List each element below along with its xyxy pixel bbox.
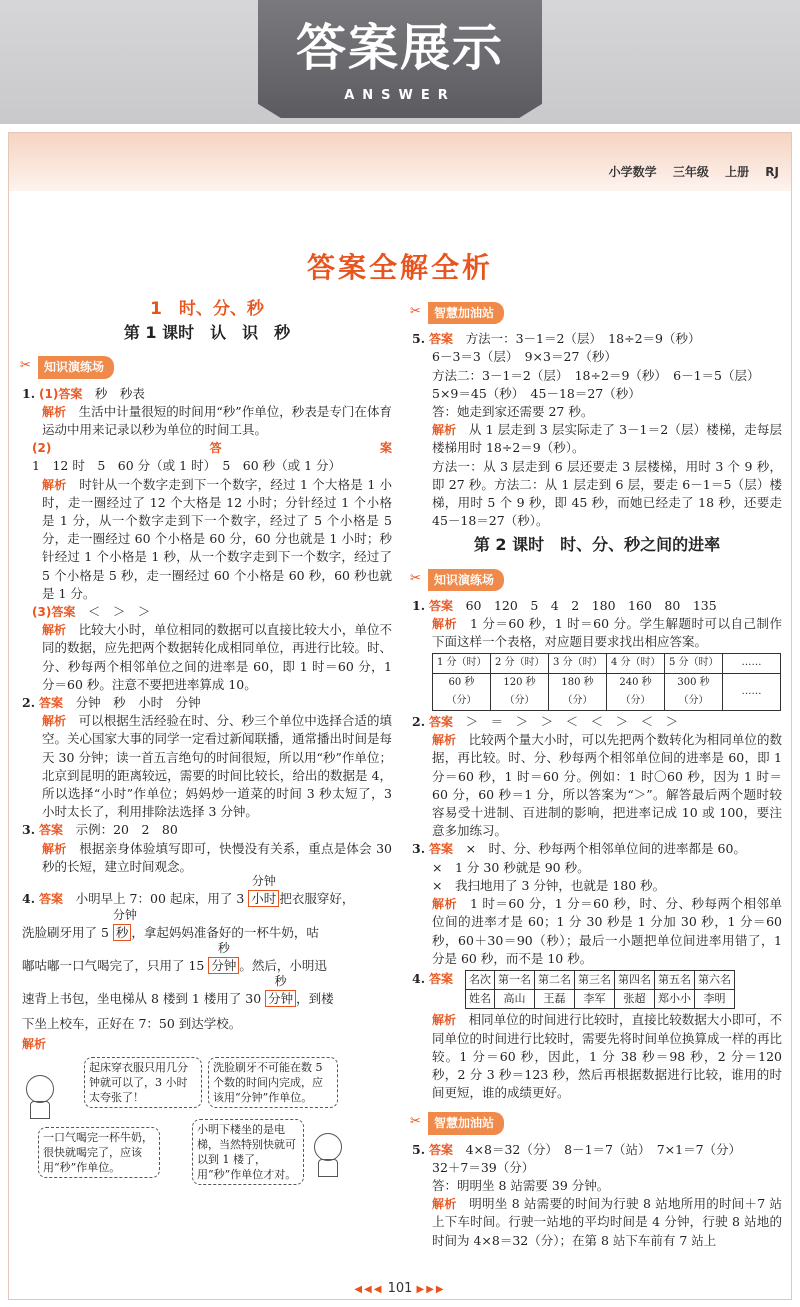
q2-analysis: 解析 可以根据生活经验在时、分、秒三个单位中选择合适的填空。关心国家大事的同学一定看过新闻联播，通常播出时间是每天 30 分钟；读一首五言绝句的时间很短，所以用“秒”作单位；北京到昆明的距离较远，需要的时间比较长，给出的数据是 4，所以选择“小时”作单位；妈妈炒一道菜的时间 3 秒太短了，3 小时太长了，利用排除法选择 3 分钟。 bbox=[42, 713, 393, 820]
l2q3-analysis: 解析 1 时＝60 分，1 分＝60 秒，时、分、秒每两个相邻单位间的进率才是 60；1 分 30 秒是 1 分加 30 秒，1 分＝60 秒，60＋30＝90（秒）；最后一小题把单位间进率用错了，1 分是 60 秒，而不是 10 秒。 bbox=[432, 896, 782, 966]
practice-tag: ✂ 知识演练场 bbox=[38, 356, 114, 378]
conversion-row-2: 60 秒（分） 120 秒（分） 180 秒（分） 240 秒（分） 300 秒（分） …… bbox=[433, 673, 781, 710]
q1-1-answer: 1. (1)答案 秒 秒表 bbox=[22, 385, 145, 401]
q1-3-answer: (3)答案 ＜ ＞ ＞ bbox=[32, 604, 151, 620]
q5-answer-line5: 答：她走到家还需要 27 秒。 bbox=[432, 404, 594, 420]
lesson-title: 第 1 课时 认 识 秒 bbox=[123, 323, 291, 343]
wisdom-tag-2: ✂ 智慧加油站 bbox=[428, 1112, 504, 1134]
l2q1-analysis: 解析 1 分＝60 秒，1 时＝60 分。学生解题时可以自己制作下面这样一个表格，对应题目要求找出相应答案。 bbox=[432, 616, 782, 650]
ranking-head: 名次 第一名 第二名 第三名 第四名 第五名 第六名 bbox=[466, 970, 735, 989]
q3-answer: 3. 答案 示例：20 2 80 bbox=[22, 822, 178, 838]
frame-top-band bbox=[9, 133, 791, 191]
q5-analysis: 解析 从 1 层走到 3 层实际走了 3－1＝2（层）楼梯，走每层楼梯用时 18÷2＝9（秒）。 bbox=[432, 422, 782, 456]
l2q3-answer: 3. 答案 × 时、分、秒每两个相邻单位间的进率都是 60。 bbox=[412, 841, 746, 857]
l2q4-analysis: 解析 相同单位的时间进行比较时，直接比较数据大小即可，不同单位的时间进行比较时，需要先将时间单位换算成一样的再比较。1 分＝60 秒，因此，1 分 38 秒＝98 秒，2 分＝120 秒，2 分 3 秒＝123 秒，然后再根据数据进行比较，谁用的时间更短，谁的成绩更好。 bbox=[432, 1012, 783, 1101]
girl-figure bbox=[22, 1075, 58, 1119]
l2q5-line2: 32＋7＝39（分） bbox=[432, 1159, 535, 1175]
q1-2-answer: (2)答案 1 12 时 5 60 分（或 1 时） 5 60 秒（或 1 分） bbox=[32, 441, 392, 474]
q1-1-analysis: 解析 生活中计量很短的时间用“秒”作单位，秒表是专门在体育运动中用来记录以秒为单位的时间工具。 bbox=[42, 403, 392, 438]
left-column bbox=[22, 298, 392, 1187]
book-meta bbox=[597, 163, 779, 180]
page-footer bbox=[0, 1281, 800, 1296]
ranking-table bbox=[465, 970, 735, 1009]
q5-answer-line2: 6－3＝3（层） 9×3＝27（秒） bbox=[432, 349, 617, 365]
wisdom-tag-1: ✂ 智慧加油站 bbox=[428, 302, 504, 324]
q5-answer: 5. 答案 方法一：3－1＝2（层） 18÷2＝9（秒） bbox=[412, 331, 701, 347]
meta-subject: 小学数学 bbox=[608, 165, 657, 179]
l2q3-line2: × 1 分 30 秒就是 90 秒。 bbox=[432, 859, 590, 875]
l2q5-analysis: 解析 明明坐 8 站需要的时间为行驶 8 站地所用的时间＋7 站上下车时间。行驶一站地的平均时间是 4 分钟，行驶 8 站地的时间为 4×8＝32（分）；在第 8 站下车前有 7 站上 bbox=[432, 1196, 782, 1248]
bubble-3: 一口气喝完一杯牛奶，很快就喝完了，应该用“秒”作单位。 bbox=[38, 1127, 160, 1178]
q1-3-analysis: 解析 比较大小时，单位相同的数据可以直接比较大小，单位不同的数据，应先把两个数据转化成相同单位，再进行比较。时、分、秒每两个相邻单位之间的进率是 60，即 1 时＝60 分，1 分＝60 秒。注意不要把进率算成 10。 bbox=[42, 622, 393, 692]
chapter-title: 1 时、分、秒 bbox=[150, 299, 264, 319]
q3-analysis: 解析 根据亲身体验填写即可，快慢没有关系，重点是体会 30 秒的长短，建立时间观念。 bbox=[42, 840, 392, 874]
bubble-2: 洗脸刷牙不可能在数 5 个数的时间内完成，应该用“分钟”作单位。 bbox=[208, 1057, 338, 1108]
conversion-table bbox=[432, 653, 781, 711]
meta-grade: 三年级 bbox=[672, 165, 709, 179]
page-number: 101 bbox=[387, 1281, 413, 1296]
q4-answer: 4. 答案 小明早上 7：00 起床，用了 3 分钟 小时 把衣服穿好， 洗脸刷牙用了 5 分钟 秒 ，拿起妈妈准备好的一杯牛奶，咕 嘟咕嘟一口气喝完了，只用了 15 秒 分钟 。然后，小明迅 速背上书包，坐电梯从 8 楼到 1 楼用了 30 秒 分钟 ，到楼 下坐上校车，正好在 7：50 到达学校。 bbox=[22, 874, 355, 1032]
l2q2-analysis: 解析 比较两个量大小时，可以先把两个数转化为相同单位的数据，再比较。时、分、秒每两个相邻单位间的进率是 60，即 1 分＝60 秒，1 时＝60 分。例如：1 时〇60 秒，因为 1 时＝60 分，60 秒＝1 分，所以答案为“＞”。解答最后两个题时较容易受十进制、百进制的影响，把进率记成 10 或 100，要注意多加练习。 bbox=[432, 732, 782, 839]
ranking-row: 姓名 高山 王磊 李军 张超 郑小小 李明 bbox=[466, 990, 735, 1009]
bubble-1: 起床穿衣服只用几分钟就可以了，3 小时太夸张了！ bbox=[84, 1057, 202, 1108]
q4-analysis-label: 解析 bbox=[22, 1037, 47, 1052]
lesson2-title: 第 2 课时 时、分、秒之间的进率 bbox=[473, 535, 721, 555]
l2q4-answer: 4. 答案 名次 第一名 第二名 第三名 第四名 第五名 第六名 姓名 高山 王磊 李军 张超 郑小小 李明 bbox=[412, 970, 782, 1011]
l2q1-answer: 1. 答案 60 120 5 4 2 180 160 80 135 bbox=[412, 597, 717, 613]
boy-figure bbox=[310, 1133, 346, 1177]
prev-arrows-icon: ◀◀◀ bbox=[354, 1284, 384, 1295]
q5-analysis-2: 方法一：从 3 层走到 6 层还要走 3 层楼梯，用时 3 个 9 秒，即 27 秒。方法二：从 1 层走到 6 层，要走 6－1＝5（层）楼梯，用时 5 个 9 秒，即 45 秒，而她已经走了 18 秒，还要走 45－18＝27（秒）。 bbox=[432, 458, 782, 529]
header-subtitle: ANSWER bbox=[344, 88, 456, 103]
practice-tag-2: ✂ 知识演练场 bbox=[428, 569, 504, 591]
meta-volume: 上册 bbox=[725, 165, 750, 179]
l2q3-line3: × 我扫地用了 3 分钟，也就是 180 秒。 bbox=[432, 877, 666, 893]
q1-2-analysis: 解析 时针从一个数字走到下一个数字，经过 1 个大格是 1 小时，走一圈经过了 12 个大格是 12 小时；分针经过 1 个小格是 1 分，从一个数字走到下一个数字，经过了 5 个小格是 5 分，走一圈经过 60 个小格是 60 分，60 分也就是 1 小时；秒针经过 1 个小格是 1 秒，从一个数字走到下一个数字，经过了 5 个小格是 5 秒，走一圈经过 60 个小格是 60 秒，60 秒也就是 1 分。 bbox=[42, 476, 392, 601]
q5-answer-line4: 5×9＝45（秒） 45－18＝27（秒） bbox=[432, 385, 641, 401]
conversion-row-1: 1 分（时） 2 分（时） 3 分（时） 4 分（时） 5 分（时） …… bbox=[433, 654, 781, 673]
right-column bbox=[412, 298, 782, 1250]
l2q5-line3: 答：明明坐 8 站需要 39 分钟。 bbox=[432, 1177, 610, 1193]
bubble-4: 小明下楼坐的是电梯，当然特别快就可以到 1 楼了，用“秒”作单位才对。 bbox=[192, 1119, 304, 1185]
l2q2-answer: 2. 答案 ＞ ＝ ＞ ＞ ＜ ＜ ＞ ＜ ＞ bbox=[412, 714, 679, 730]
q2-answer: 2. 答案 分钟 秒 小时 分钟 bbox=[22, 695, 201, 711]
page-title: 答案全解全析 bbox=[306, 251, 493, 284]
l2q5-answer: 5. 答案 4×8＝32（分） 8－1＝7（站） 7×1＝7（分） bbox=[412, 1141, 742, 1157]
header-title: 答案展示 bbox=[296, 19, 504, 77]
next-arrows-icon: ▶▶▶ bbox=[416, 1284, 446, 1295]
q5-answer-line3: 方法二：3－1＝2（层） 18÷2＝9（秒） 6－1＝5（层） bbox=[432, 367, 760, 383]
q4-illustration bbox=[22, 1057, 392, 1187]
meta-edition: RJ bbox=[765, 165, 779, 179]
